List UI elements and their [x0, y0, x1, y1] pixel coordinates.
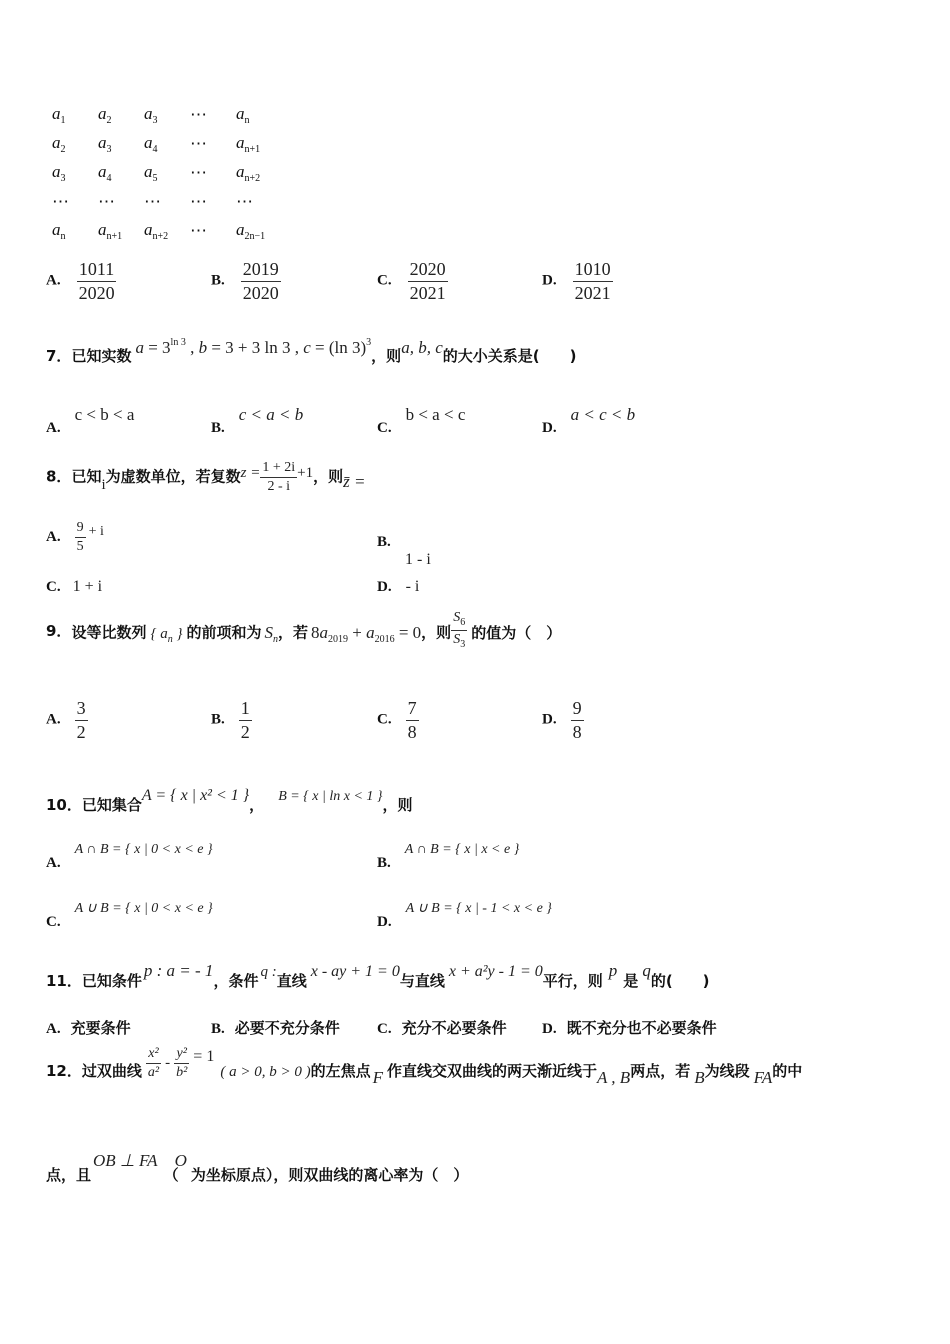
q7-expression: $a = 3^{ln 3}$ , b = 3 + 3 ln 3 , c = (ln 3)$^3$ [135, 337, 372, 357]
q11-p-condition: p : a = - 1 [143, 961, 214, 980]
question-text: 的中 [772, 1062, 803, 1081]
q8-option-b[interactable]: B. 1 - i [377, 534, 431, 568]
q7-option-c[interactable]: C.b < a < c [377, 405, 466, 436]
equals-one: = 1 [193, 1048, 215, 1066]
question-text: 平行，则 [542, 972, 603, 990]
var-z: z = [240, 465, 261, 482]
question-text: 点，且 [46, 1166, 92, 1184]
option-fraction: $\frac{9}{5}$ [76, 520, 84, 555]
matrix-row [52, 187, 286, 216]
var-o: O [174, 1151, 187, 1170]
q8-option-d[interactable]: D. - i [377, 578, 420, 595]
question-text: ，则 [371, 347, 402, 365]
question-text: 为坐标原点），则双曲线的离心率为（ ） [190, 1166, 469, 1184]
var-p: p [608, 961, 618, 980]
q10-option-d[interactable]: D.A ∪ B = { x | - 1 < x < e } [377, 901, 552, 930]
question-7 [46, 337, 577, 366]
question-text: 已知条件 [81, 972, 142, 990]
q11-option-a[interactable]: A. 充要条件 [46, 1019, 131, 1037]
matrix-cell: ⋯ [190, 191, 207, 211]
q11-q-label: q : [260, 964, 277, 980]
matrix-cell: $a_3$ [144, 103, 158, 126]
q10-option-a[interactable]: A.A ∩ B = { x | 0 < x < e } [46, 842, 213, 871]
q9-option-b[interactable]: B. $\frac{1}{2}$ [211, 698, 250, 742]
q6-option-a[interactable] [46, 259, 117, 303]
question-text: 作直线交双曲线的两天渐近线于 [386, 1062, 597, 1081]
var-zbar: z̄ = [343, 472, 366, 492]
q6-option-c[interactable] [377, 259, 448, 303]
question-text: 已知实数 [71, 347, 132, 365]
q9-condition: $8a_{2019} + a_{2016} = 0$ [310, 622, 422, 645]
matrix-cell: $a_2$ [98, 103, 112, 126]
matrix-cell: ⋯ [190, 133, 207, 153]
question-text: 的前项和为 [186, 623, 262, 642]
matrix-row [52, 129, 286, 158]
question-text: 与直线 [399, 972, 445, 990]
var-f: F [372, 1068, 383, 1088]
q9-sn: $S_n$ [264, 622, 278, 645]
q12-perp: OB ⊥ FA [93, 1151, 158, 1170]
q11-line-2: x + a²y - 1 = 0 [448, 963, 543, 980]
question-text: 的大小关系是( ) [442, 347, 577, 365]
q12-frac-x: $\frac{\text{x²}}{\text{a²}}$ [147, 1046, 160, 1081]
q11-option-b[interactable]: B. 必要不充分条件 [211, 1019, 340, 1037]
matrix-cell: $a_{n+1}$ [98, 219, 123, 242]
q9-sequence: { $a_n$ } [150, 625, 183, 645]
q7-option-a[interactable]: A.c < b < a [46, 405, 135, 436]
matrix-cell: ⋯ [98, 191, 115, 211]
q8-option-c[interactable]: C. 1 + i [46, 578, 103, 595]
question-text: 为线段 [704, 1062, 750, 1081]
option-fraction: $\frac{2019}{2020}$ [242, 259, 279, 303]
question-number: 7． [46, 347, 72, 365]
question-text: 的值为（ ） [471, 623, 562, 642]
q6-option-d[interactable] [542, 259, 613, 303]
var-ab: A , B [596, 1068, 631, 1088]
q6-option-b[interactable] [211, 259, 281, 303]
q11-options [46, 1017, 717, 1038]
matrix-cell: ⋯ [190, 220, 207, 240]
var-b: B [694, 1068, 705, 1088]
question-text: ， [249, 796, 265, 814]
question-text: 过双曲线 [81, 1062, 142, 1081]
question-number: 10． [46, 796, 82, 814]
q7-option-d[interactable]: D.a < c < b [542, 405, 636, 436]
q7-option-b[interactable]: B.c < a < b [211, 405, 304, 436]
q10-option-b[interactable]: B.A ∩ B = { x | x < e } [377, 842, 520, 871]
matrix-row [52, 216, 286, 245]
question-number: 11． [46, 972, 82, 990]
q10-option-c[interactable]: C.A ∪ B = { x | 0 < x < e } [46, 901, 213, 930]
matrix-cell: $a_{n+2}$ [236, 161, 261, 184]
question-text: ，则 [382, 796, 413, 814]
question-text: 的左焦点 [310, 1062, 371, 1081]
q10-set-b: B = { x | ln x < 1 } [278, 789, 383, 804]
option-letter: A. [46, 272, 61, 289]
question-text: ，则 [421, 623, 452, 642]
q8-option-a[interactable]: A. $\frac{9}{5}$ + i [46, 520, 104, 555]
matrix-cell: $a_n$ [52, 219, 66, 242]
question-12-line-2 [46, 1150, 469, 1184]
question-text: 已知 [71, 467, 102, 486]
option-fraction: $\frac{2020}{2021}$ [409, 259, 446, 303]
q9-fraction: $\frac{S_6}{S_3}$ [453, 610, 466, 650]
matrix-cell: $a_3$ [52, 161, 66, 184]
matrix-row [52, 158, 286, 187]
matrix-row [52, 100, 286, 129]
question-text: ，若 [277, 623, 308, 642]
q8-fraction: $\frac{1 + 2i}{2 - i}$ [262, 460, 296, 495]
q9-option-c[interactable]: C. $\frac{7}{8}$ [377, 698, 417, 742]
option-letter: B. [211, 272, 225, 289]
q11-option-c[interactable]: C. 充分不必要条件 [377, 1019, 507, 1037]
question-text: 为虚数单位，若复数 [105, 467, 241, 486]
matrix-cell: ⋯ [190, 104, 207, 124]
question-text: 的( ) [650, 972, 710, 990]
minus: - [165, 1055, 171, 1072]
q11-option-d[interactable]: D. 既不充分也不必要条件 [542, 1019, 717, 1037]
var-fa: FA [753, 1068, 773, 1088]
question-11 [46, 960, 710, 990]
question-text: 是 [623, 972, 639, 990]
matrix-cell: $a_n$ [236, 103, 250, 126]
matrix-cell: ⋯ [144, 191, 161, 211]
matrix-cell: $a_{n+1}$ [236, 132, 261, 155]
matrix-cell: $a_{2n-1}$ [236, 219, 266, 242]
question-number: 9． [46, 621, 72, 640]
question-text: 两点，若 [630, 1062, 691, 1081]
question-number: 8． [46, 467, 72, 486]
sequence-matrix [52, 100, 286, 245]
question-number: 12． [46, 1062, 82, 1081]
question-text: 设等比数列 [71, 623, 147, 642]
question-8 [46, 460, 365, 495]
question-text: ，则 [313, 467, 344, 486]
matrix-cell: $a_5$ [144, 161, 158, 184]
q10-set-a: A = { x | x² < 1 } [141, 787, 250, 804]
q12-frac-y: $\frac{\text{y²}}{\text{b²}}$ [176, 1046, 188, 1081]
question-text: 已知集合 [81, 796, 142, 814]
option-fraction: $\frac{1010}{2021}$ [574, 259, 611, 303]
matrix-cell: $a_3$ [98, 132, 112, 155]
question-10 [46, 784, 413, 814]
q11-line-1: x - ay + 1 = 0 [310, 963, 400, 980]
matrix-cell: ⋯ [190, 162, 207, 182]
matrix-cell: $a_{n+2}$ [144, 219, 169, 242]
matrix-cell: $a_4$ [144, 132, 158, 155]
q8-plus-one: +1 [297, 465, 314, 482]
question-text: ，条件 [213, 972, 259, 990]
q9-option-a[interactable]: A. $\frac{3}{2}$ [46, 698, 86, 742]
question-9 [46, 610, 562, 654]
matrix-cell: $a_4$ [98, 161, 112, 184]
q12-condition: ( a > 0, b > 0 ) [220, 1064, 311, 1081]
question-12 [46, 1046, 803, 1088]
option-letter: D. [542, 272, 557, 289]
var-i: i [101, 477, 106, 494]
option-fraction: $\frac{1011}{2020}$ [78, 259, 115, 303]
matrix-cell: $a_2$ [52, 132, 66, 155]
matrix-cell: ⋯ [236, 191, 253, 211]
question-text: 直线 [276, 972, 307, 990]
matrix-cell: $a_1$ [52, 103, 66, 126]
option-letter: C. [377, 272, 392, 289]
q7-vars: a, b, c [401, 338, 443, 357]
q9-option-d[interactable]: D. $\frac{9}{8}$ [542, 698, 582, 742]
question-text: （ [163, 1166, 179, 1184]
matrix-cell: ⋯ [52, 191, 69, 211]
var-q: q [642, 961, 651, 980]
